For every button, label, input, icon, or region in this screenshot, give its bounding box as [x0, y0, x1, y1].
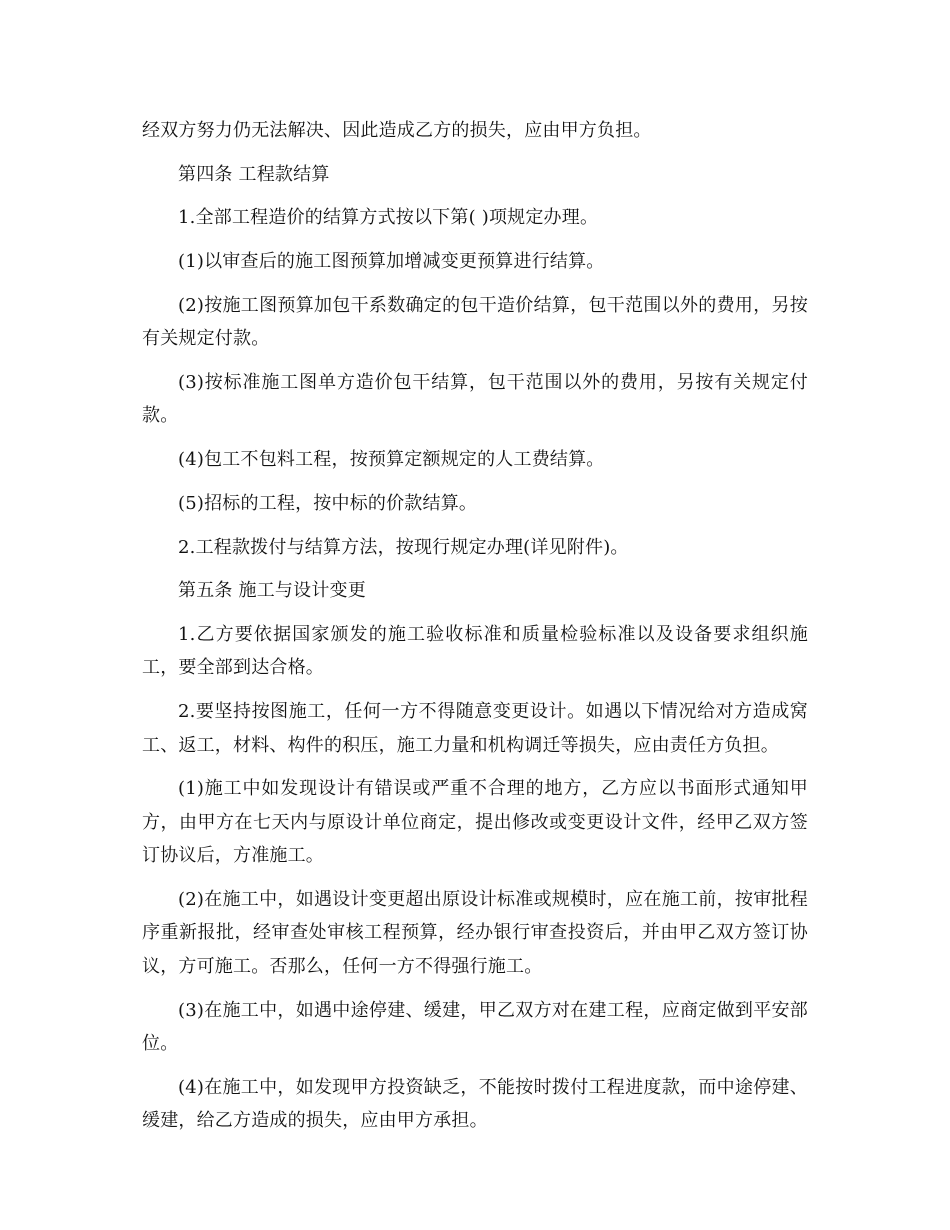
paragraph: 2.要坚持按图施工，任何一方不得随意变更设计。如遇以下情况给对方造成窝工、返工，材料、构件的积压，施工力量和机构调迁等损失，应由责任方负担。 [142, 701, 808, 756]
paragraph: 1.乙方要依据国家颁发的施工验收标准和质量检验标准以及设备要求组织施工，要全部到达合格。 [142, 623, 808, 679]
paragraph: 2.工程款拨付与结算方法，按现行规定办理(详见附件)。 [178, 536, 629, 558]
paragraph: (1)以审查后的施工图预算加增减变更预算进行结算。 [178, 251, 605, 273]
paragraph: (3)在施工中，如遇中途停建、缓建，甲乙双方对在建工程，应商定做到平安部位。 [142, 999, 808, 1055]
section-heading-article-5: 第五条 施工与设计变更 [178, 580, 366, 602]
paragraph: (3)按标准施工图单方造价包干结算，包干范围以外的费用，另按有关规定付款。 [142, 371, 808, 427]
paragraph: (5)招标的工程，按中标的价款结算。 [178, 492, 478, 514]
paragraph: (2)在施工中，如遇设计变更超出原设计标准或规模时，应在施工前，按审批程序重新报批，经审查处审核工程预算，经办银行审查投资后，并由甲乙双方签订协议，方可施工。否那么，任何一方不得强行施工。 [142, 888, 808, 977]
paragraph: (4)包工不包料工程，按预算定额规定的人工费结算。 [178, 449, 605, 471]
document-body [142, 114, 808, 1148]
paragraph: 1.全部工程造价的结算方式按以下第( )项规定办理。 [178, 207, 599, 229]
paragraph: (1)施工中如发现设计有错误或严重不合理的地方，乙方应以书面形式通知甲方，由甲方在七天内与原设计单位商定，提出修改或变更设计文件，经甲乙双方签订协议后，方准施工。 [142, 778, 808, 867]
paragraph: (2)按施工图预算加包干系数确定的包干造价结算，包干范围以外的费用，另按有关规定付款。 [142, 294, 808, 350]
paragraph: (4)在施工中，如发现甲方投资缺乏，不能按时拨付工程进度款，而中途停建、缓建，给乙方造成的损失，应由甲方承担。 [142, 1076, 808, 1132]
paragraph: 经双方努力仍无法解决、因此造成乙方的损失，应由甲方负担。 [142, 120, 652, 141]
section-heading-article-4: 第四条 工程款结算 [178, 163, 330, 185]
